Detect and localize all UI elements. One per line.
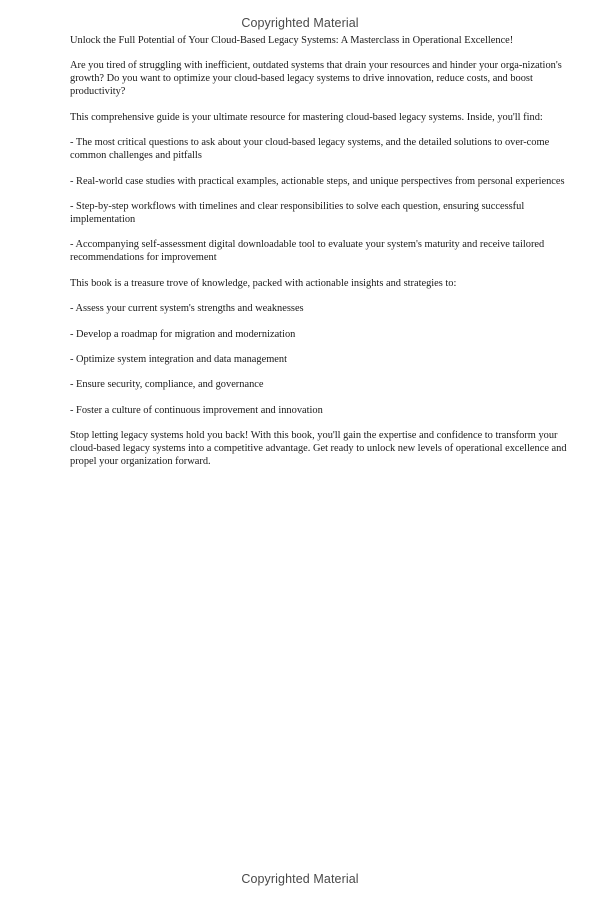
feature-item: - The most critical questions to ask about your cloud-based legacy systems, and the detailed solutions to over-come common challenges and pitfalls: [70, 137, 550, 162]
intro-paragraph: Are you tired of struggling with inefficient, outdated systems that drain your resources and hinder your orga-nization's growth? Do you want to optimize your cloud-based legacy systems to drive innovation, reduce costs, and boost productivity?: [70, 60, 562, 98]
feature-item: - Step-by-step workflows with timelines and clear responsibilities to solve each question, ensuring successful implementation: [70, 200, 525, 225]
treasure-intro-paragraph: This book is a treasure trove of knowledge, packed with actionable insights and strategies to:: [70, 277, 457, 289]
copyright-watermark-bottom: Copyrighted Material: [241, 872, 359, 886]
feature-item: - Accompanying self-assessment digital downloadable tool to evaluate your system's maturity and receive tailored recommendations for improvement: [70, 239, 545, 264]
strategy-item: - Optimize system integration and data management: [70, 353, 287, 365]
strategy-item: - Assess your current system's strengths and weaknesses: [70, 303, 304, 315]
document-body: [70, 34, 582, 480]
strategy-item: - Ensure security, compliance, and governance: [70, 379, 264, 391]
strategy-item: - Develop a roadmap for migration and modernization: [70, 328, 296, 340]
copyright-watermark-top: Copyrighted Material: [241, 16, 359, 30]
closing-paragraph: Stop letting legacy systems hold you back! With this book, you'll gain the expertise and confidence to transform your cloud-based legacy systems into a competitive advantage. Get ready to unlock new levels of operational excellence and propel your organization forward.: [70, 430, 567, 468]
document-title: Unlock the Full Potential of Your Cloud-Based Legacy Systems: A Masterclass in Operational Excellence!: [70, 35, 514, 46]
strategy-item: - Foster a culture of continuous improvement and innovation: [70, 404, 323, 416]
feature-item: - Real-world case studies with practical examples, actionable steps, and unique perspectives from personal experiences: [70, 175, 565, 187]
guide-intro-paragraph: This comprehensive guide is your ultimate resource for mastering cloud-based legacy systems. Inside, you'll find:: [70, 111, 543, 123]
